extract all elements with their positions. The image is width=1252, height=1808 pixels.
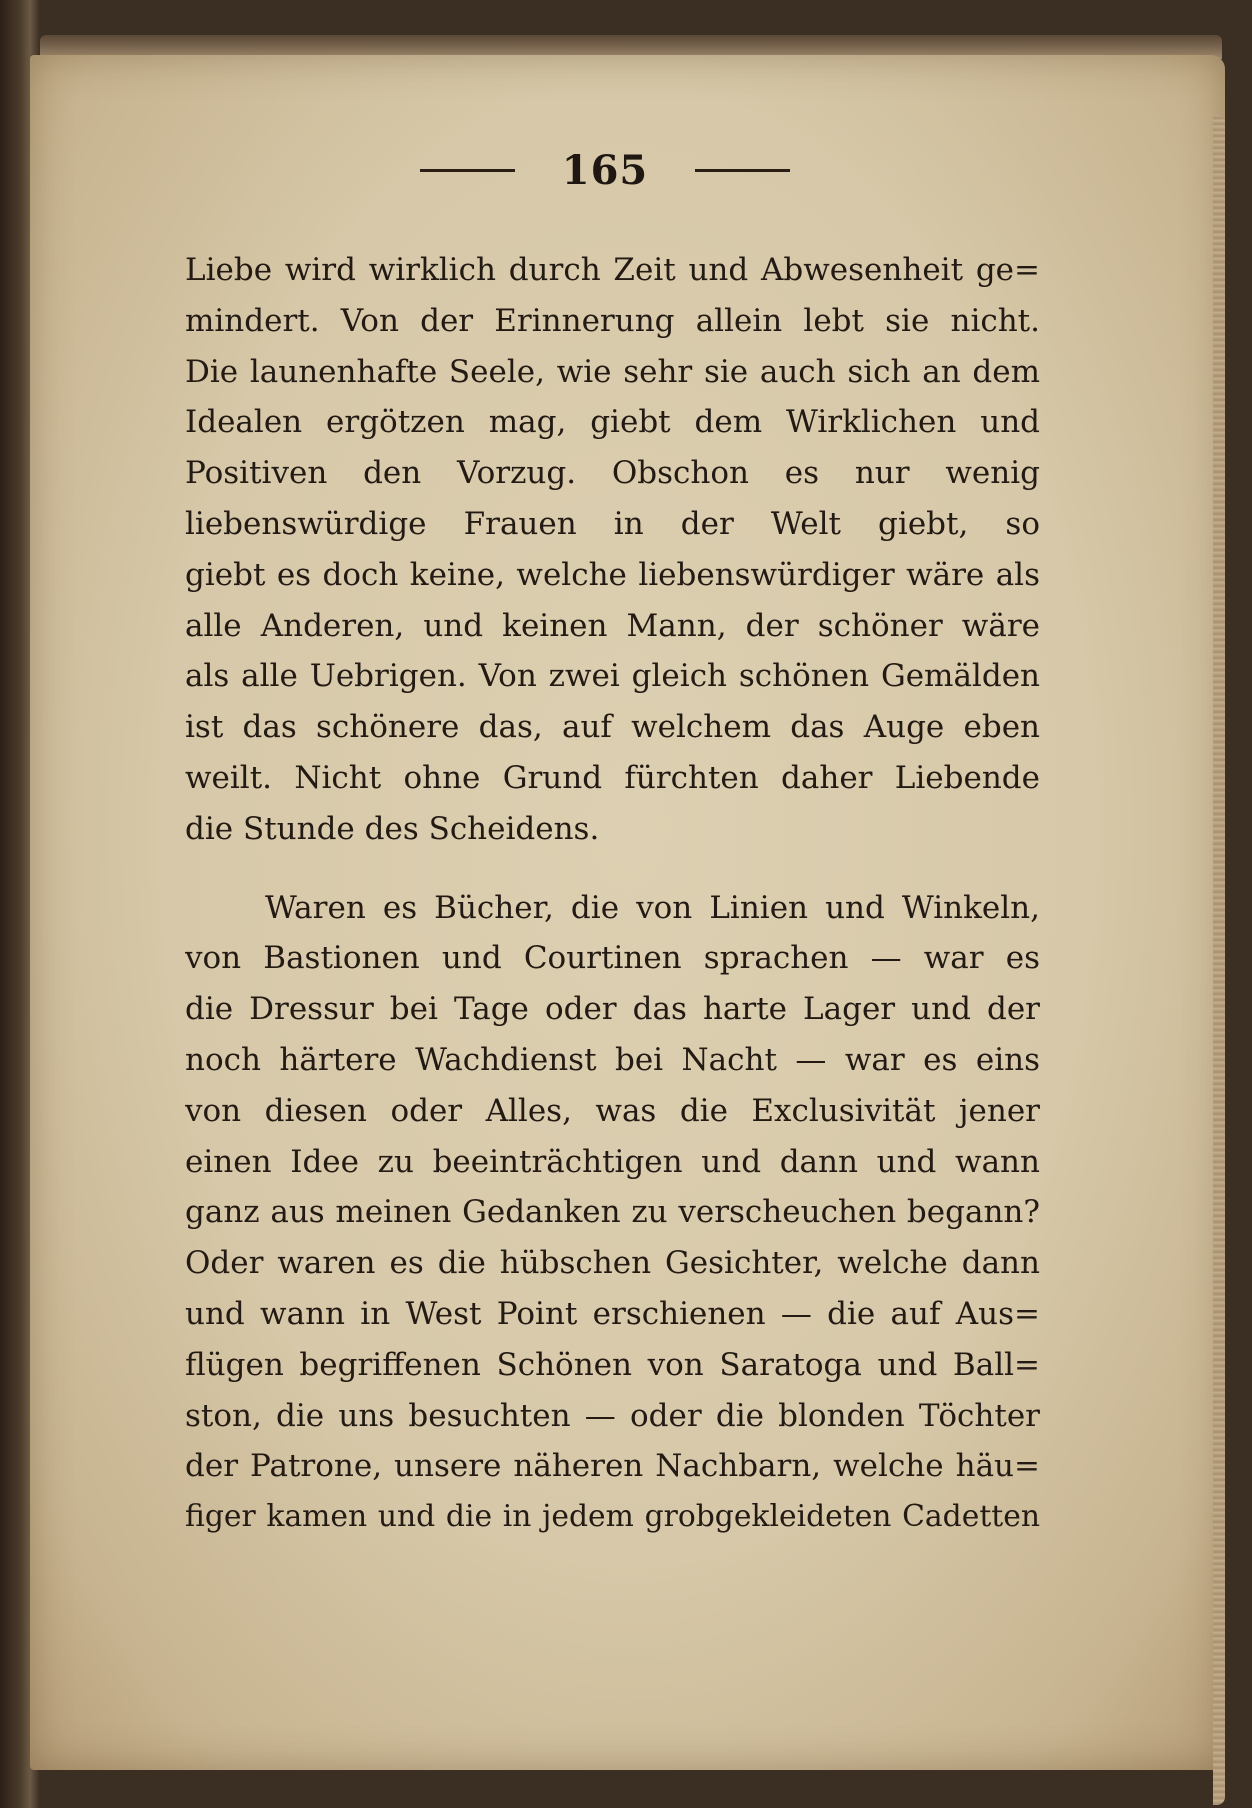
text-line: weilt. Nicht ohne Grund fürchten daher Liebende: [185, 759, 1040, 796]
page-header: [420, 145, 790, 195]
text-line: liebenswürdige Frauen in der Welt giebt, so: [185, 505, 1040, 542]
text-line: alle Anderen, und keinen Mann, der schöner wäre: [185, 607, 1040, 644]
body-text: [185, 245, 1040, 1543]
text-line: figer kamen und die in jedem grobgekleideten Cadetten: [185, 1499, 1040, 1535]
text-line: Idealen ergötzen mag, giebt dem Wirklichen und: [185, 404, 1040, 441]
text-line: die Stunde des Scheidens.: [185, 810, 600, 847]
paragraph-1: [185, 245, 1040, 855]
text-line: und wann in West Point erschienen — die auf Aus=: [185, 1295, 1040, 1332]
text-line: Liebe wird wirklich durch Zeit und Abwesenheit ge=: [185, 252, 1040, 288]
text-line: von diesen oder Alles, was die Exclusivität jener: [185, 1092, 1040, 1129]
text-line: von Bastionen und Courtinen sprachen — war es: [185, 940, 1040, 977]
text-line: giebt es doch keine, welche liebenswürdiger wäre als: [185, 556, 1040, 593]
text-line: Waren es Bücher, die von Linien und Winkeln,: [265, 889, 1040, 926]
text-line: Die launenhafte Seele, wie sehr sie auch sich an dem: [185, 353, 1040, 390]
text-line: ganz aus meinen Gedanken zu verscheuchen begann?: [185, 1194, 1040, 1231]
text-line: einen Idee zu beeinträchtigen und dann und wann: [185, 1143, 1040, 1180]
paragraph-2: [185, 883, 1040, 1543]
text-line: Oder waren es die hübschen Gesichter, welche dann: [185, 1245, 1040, 1282]
header-rule-left: [420, 169, 515, 172]
text-line: mindert. Von der Erinnerung allein lebt sie nicht.: [185, 302, 1040, 339]
text-line: flügen begriffenen Schönen von Saratoga und Ball=: [185, 1346, 1040, 1383]
text-line: der Patrone, unsere näheren Nachbarn, welche häu=: [185, 1448, 1040, 1485]
text-line: als alle Uebrigen. Von zwei gleich schönen Gemälden: [185, 658, 1040, 695]
text-line: die Dressur bei Tage oder das harte Lager und der: [185, 991, 1040, 1028]
text-line: ston, die uns besuchten — oder die blonden Töchter: [185, 1397, 1040, 1434]
header-rule-right: [695, 169, 790, 172]
text-line: ist das schönere das, auf welchem das Auge eben: [185, 709, 1040, 746]
page-number: 165: [561, 146, 649, 194]
text-line: Positiven den Vorzug. Obschon es nur wenig: [185, 455, 1040, 492]
page-stack-edge: [1213, 115, 1225, 1805]
text-line: noch härtere Wachdienst bei Nacht — war es eins: [185, 1041, 1040, 1078]
